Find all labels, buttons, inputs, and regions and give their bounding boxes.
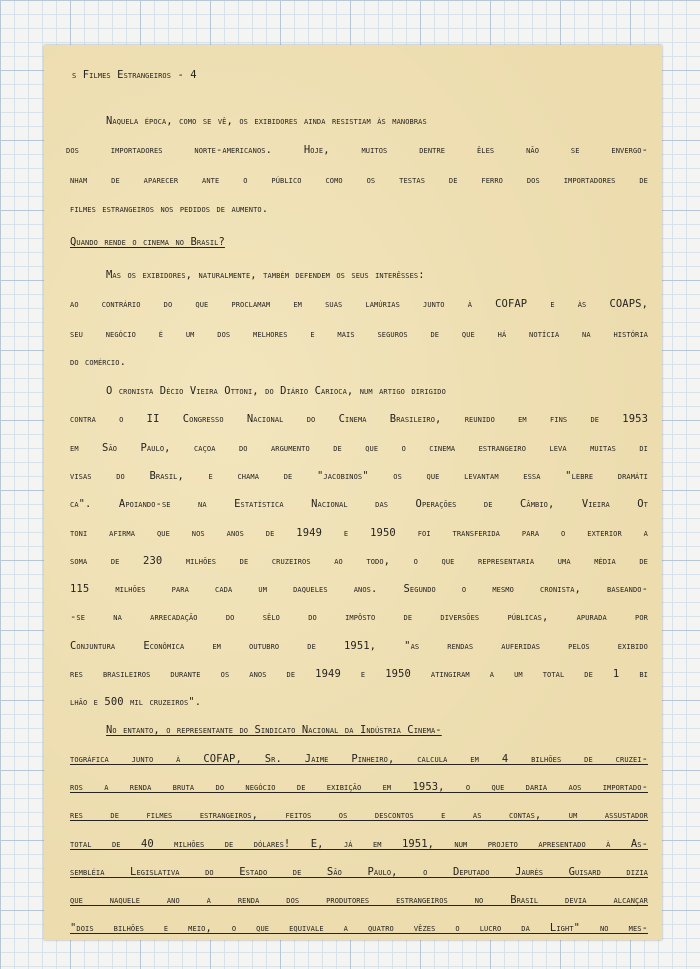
underlined-line: tográfica junto à COFAP, Sr. Jaime Pinheiro, calcula em 4 bilhões de cruzei- — [70, 753, 648, 765]
underlined-line: "dois bilhões e meio, o que equivale a quatro vêzes o lucro da Light" no mes- — [70, 922, 648, 934]
text-line: lhão e 500 mil cruzeiros". — [70, 696, 202, 708]
text-line: em São Paulo, caçoa do argumento de que o cinema estrangeiro leva muitas di — [70, 442, 648, 454]
text-line: dos importadores norte-americanos. Hoje, muitos dentre êles não se envergo- — [66, 144, 648, 156]
typewritten-page — [44, 45, 662, 940]
text-line: -se na arrecadação do sêlo do impôsto de diversões públicas, apurada por — [70, 611, 648, 623]
underlined-line: res de filmes estrangeiros, feitos os descontos e as contas, um assustador — [70, 809, 648, 821]
text-line: visas do Brasil, e chama de "jacobinos" os que levantam essa "lebre dramáti — [70, 470, 648, 482]
text-line: nham de aparecer ante o público como os testas de ferro dos importadores de — [70, 174, 648, 186]
underlined-line: que naquele ano a renda dos produtores estrangeiros no Brasil devia alcançar — [70, 894, 648, 906]
underlined-line: ros a renda bruta do negócio de exibição em 1953, o que daria aos importado- — [70, 781, 648, 793]
text-line: res brasileiros durante os anos de 1949 e 1950 atingiram a um total de 1 bi — [70, 668, 648, 680]
text-line: Conjuntura Econômica em outubro de 1951, "as rendas auferidas pelos exibido — [70, 640, 648, 652]
text-line: filmes estrangeiros nos pedidos de aumento. — [70, 203, 269, 215]
text-line: toni afirma que nos anos de 1949 e 1950 foi transferida para o exterior a — [70, 527, 648, 539]
underlined-line: total de 40 milhões de dólares! E, já em 1951, num projeto apresentado à As- — [70, 838, 648, 850]
text-line: ao contrário do que proclamam em suas lamúrias junto à COFAP e às COAPS, — [70, 298, 648, 310]
text-line: do comércio. — [70, 356, 126, 368]
page-header: s Filmes Estrangeiros - 4 — [72, 69, 197, 81]
text-line: Naquela época, como se vê, os exibidores ainda resistiam às manobras — [106, 115, 427, 127]
text-line: contra o II Congresso Nacional do Cinema Brasileiro, reunido em fins de 1953 — [70, 413, 648, 425]
text-line: soma de 230 milhões de cruzeiros ao todo, o que representaria uma média de — [70, 555, 648, 567]
text-line: O cronista Décio Vieira Ottoni, do Diário Carioca, num artigo dirigido — [106, 385, 446, 397]
underlined-line: No entanto, o representante do Sindicato Nacional da Indústria Cinema- — [106, 724, 442, 736]
text-line: seu negócio é um dos melhores e mais seguros de que há notícia na história — [70, 328, 648, 340]
text-line: Mas os exibidores, naturalmente, também defendem os seus interêsses: — [106, 269, 425, 281]
section-heading: Quando rende o cinema no Brasil? — [70, 236, 225, 248]
text-line: 115 milhões para cada um daqueles anos. Segundo o mesmo cronista, baseando- — [70, 583, 648, 595]
text-line: ca". Apoiando-se na Estatística Nacional das Operações de Câmbio, Vieira Ot — [70, 498, 648, 510]
underlined-line: sembléia Legislativa do Estado de São Paulo, o Deputado Jaurès Guisard dizia — [70, 866, 648, 878]
